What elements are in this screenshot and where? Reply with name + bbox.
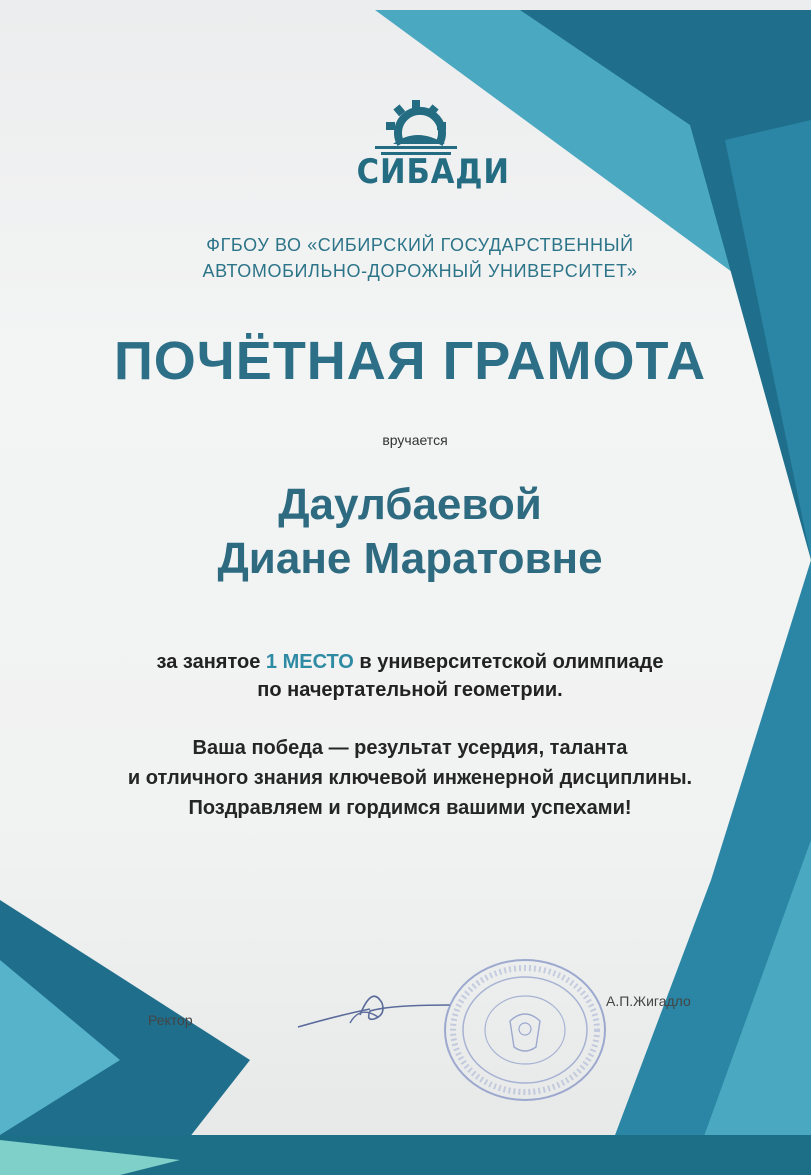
recipient-given-names: Диане Маратовне <box>217 534 603 583</box>
closing-message <box>60 733 760 823</box>
award-reason <box>60 648 760 704</box>
recipient-name <box>80 478 740 586</box>
certificate-title: ПОЧЁТНАЯ ГРАМОТА <box>113 331 707 391</box>
handwritten-signature-icon <box>290 975 460 1045</box>
organization-name <box>120 232 720 284</box>
closing-line-2: и отличного знания ключевой инженерной дисциплины. <box>127 767 693 789</box>
reason-line-2: по начертательной геометрии. <box>257 679 563 701</box>
round-stamp-icon <box>440 955 610 1105</box>
closing-line-3: Поздравляем и гордимся вашими успехами! <box>188 797 632 819</box>
org-line-2: АВТОМОБИЛЬНО-ДОРОЖНЫЙ УНИВЕРСИТЕТ» <box>202 261 638 281</box>
logo-text: СИБАДИ <box>356 152 510 192</box>
signatory-name: А.П.Жигадло <box>606 993 691 1009</box>
university-logo <box>350 98 510 202</box>
place-highlight: 1 МЕСТО <box>265 651 354 673</box>
awarded-text: вручается <box>382 432 448 448</box>
reason-prefix: за занятое <box>156 651 261 673</box>
reason-suffix: в университетской олимпиаде <box>359 651 664 673</box>
reason-line-1 <box>60 648 760 676</box>
recipient-surname: Даулбаевой <box>278 480 542 529</box>
signatory-position: Ректор <box>148 1012 193 1028</box>
org-line-1: ФГБОУ ВО «СИБИРСКИЙ ГОСУДАРСТВЕННЫЙ <box>206 235 634 255</box>
closing-line-1: Ваша победа — результат усердия, таланта <box>192 737 628 759</box>
gear-road-logo-icon <box>371 98 461 156</box>
